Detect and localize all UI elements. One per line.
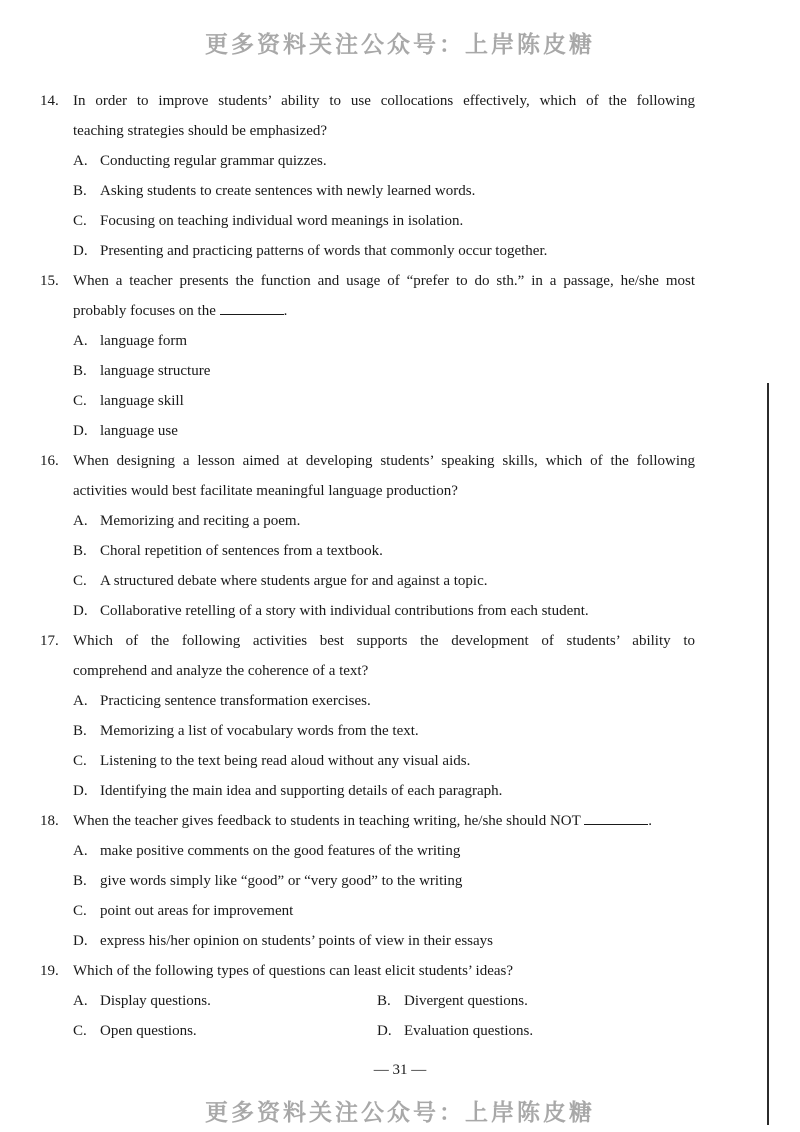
question-text: probably focuses on the <box>73 303 216 319</box>
question-text: Which of the following types of questions can least elicit students’ ideas? <box>73 963 514 979</box>
question-14 <box>40 86 695 266</box>
option-letter: A. <box>73 993 88 1009</box>
question-text: When designing a lesson aimed at developing students’ speaking skills, which of the following <box>73 453 695 469</box>
option-letter: B. <box>73 183 87 199</box>
question-19 <box>40 956 695 1046</box>
watermark-bottom: 更多资料关注公众号：上岸陈皮糖 <box>205 1100 595 1126</box>
option-letter: A. <box>73 333 88 349</box>
question-16 <box>40 446 695 626</box>
question-text-cont: comprehend and analyze the coherence of a text? <box>73 663 369 679</box>
option-letter: C. <box>73 213 87 229</box>
option-letter: D. <box>73 243 88 259</box>
option-d <box>40 596 695 626</box>
option-text: express his/her opinion on students’ points of view in their essays <box>100 933 494 949</box>
question-stem <box>40 626 695 656</box>
option-text: language structure <box>100 363 211 379</box>
option-d <box>40 236 695 266</box>
option-text: Divergent questions. <box>404 993 528 1009</box>
option-letter: C. <box>73 573 87 589</box>
option-letter: D. <box>73 423 88 439</box>
option-text: give words simply like “good” or “very good” to the writing <box>100 873 463 889</box>
answer-blank <box>220 300 284 315</box>
option-b <box>40 866 695 896</box>
option-c <box>40 896 695 926</box>
question-number: 15. <box>40 273 59 289</box>
option-letter: B. <box>73 723 87 739</box>
option-a <box>40 146 695 176</box>
option-letter: D. <box>377 1023 392 1039</box>
option-b <box>40 536 695 566</box>
option-letter: A. <box>73 153 88 169</box>
option-text: language use <box>100 423 178 439</box>
watermark-top: 更多资料关注公众号：上岸陈皮糖 <box>205 32 595 58</box>
question-end: . <box>648 813 652 829</box>
option-text: language form <box>100 333 188 349</box>
option-text: point out areas for improvement <box>100 903 294 919</box>
option-text: Focusing on teaching individual word meanings in isolation. <box>100 213 464 229</box>
question-text: When the teacher gives feedback to students in teaching writing, he/she should NOT <box>73 813 581 829</box>
question-stem <box>40 86 695 116</box>
question-text-cont: activities would best facilitate meaningful language production? <box>73 483 458 499</box>
option-text: A structured debate where students argue for and against a topic. <box>100 573 488 589</box>
question-text: When a teacher presents the function and usage of “prefer to do sth.” in a passage, he/she most <box>73 273 695 289</box>
option-letter: A. <box>73 513 88 529</box>
option-text: make positive comments on the good features of the writing <box>100 843 461 859</box>
option-c <box>40 566 695 596</box>
question-number: 19. <box>40 963 59 979</box>
question-stem <box>40 806 695 836</box>
question-number: 17. <box>40 633 59 649</box>
option-letter: C. <box>73 393 87 409</box>
option-letter: D. <box>73 783 88 799</box>
option-c <box>73 1023 197 1039</box>
option-b <box>377 986 528 1016</box>
option-row-2 <box>40 1016 695 1046</box>
option-c <box>40 746 695 776</box>
option-letter: C. <box>73 753 87 769</box>
option-text: Memorizing a list of vocabulary words from the text. <box>100 723 419 739</box>
question-number: 18. <box>40 813 59 829</box>
option-text: Listening to the text being read aloud without any visual aids. <box>100 753 471 769</box>
option-c <box>40 206 695 236</box>
answer-blank <box>584 810 648 825</box>
option-letter: C. <box>73 903 87 919</box>
option-letter: D. <box>73 933 88 949</box>
option-text: Evaluation questions. <box>404 1023 534 1039</box>
question-15 <box>40 266 695 446</box>
option-d <box>40 776 695 806</box>
option-text: Conducting regular grammar quizzes. <box>100 153 327 169</box>
option-text: language skill <box>100 393 184 409</box>
option-text: Collaborative retelling of a story with individual contributions from each student. <box>100 603 589 619</box>
question-number: 16. <box>40 453 59 469</box>
question-stem <box>40 956 695 986</box>
option-text: Display questions. <box>100 993 211 1009</box>
option-a <box>40 836 695 866</box>
option-d <box>40 926 695 956</box>
question-text: Which of the following activities best supports the development of students’ ability to <box>73 633 695 649</box>
question-end: . <box>283 303 288 319</box>
question-stem <box>40 266 695 296</box>
option-text: Practicing sentence transformation exercises. <box>100 693 371 709</box>
question-text-cont: teaching strategies should be emphasized? <box>73 123 328 139</box>
option-text: Asking students to create sentences with newly learned words. <box>100 183 476 199</box>
option-b <box>40 356 695 386</box>
option-a <box>73 993 211 1009</box>
question-17 <box>40 626 695 806</box>
option-text: Identifying the main idea and supporting details of each paragraph. <box>100 783 503 799</box>
option-d <box>40 416 695 446</box>
option-text: Memorizing and reciting a poem. <box>100 513 301 529</box>
option-c <box>40 386 695 416</box>
question-number: 14. <box>40 93 59 109</box>
option-text: Presenting and practicing patterns of words that commonly occur together. <box>100 243 548 259</box>
option-text: Open questions. <box>100 1023 197 1039</box>
option-b <box>40 176 695 206</box>
option-letter: A. <box>73 693 88 709</box>
option-letter: B. <box>73 363 87 379</box>
question-text: In order to improve students’ ability to use collocations effectively, which of the following <box>73 93 695 109</box>
option-text: Choral repetition of sentences from a textbook. <box>100 543 383 559</box>
option-a <box>40 326 695 356</box>
option-d <box>377 1016 533 1046</box>
option-letter: D. <box>73 603 88 619</box>
page-number: — 31 — <box>373 1062 427 1078</box>
question-text-cont <box>40 296 695 326</box>
option-letter: B. <box>73 873 87 889</box>
question-stem <box>40 446 695 476</box>
option-letter: C. <box>73 1023 87 1039</box>
option-a <box>40 506 695 536</box>
option-a <box>40 686 695 716</box>
page-edge-rule <box>767 383 769 1125</box>
option-letter: B. <box>377 993 391 1009</box>
option-letter: B. <box>73 543 87 559</box>
option-letter: A. <box>73 843 88 859</box>
option-b <box>40 716 695 746</box>
question-18 <box>40 806 695 956</box>
option-row-1 <box>40 986 695 1016</box>
